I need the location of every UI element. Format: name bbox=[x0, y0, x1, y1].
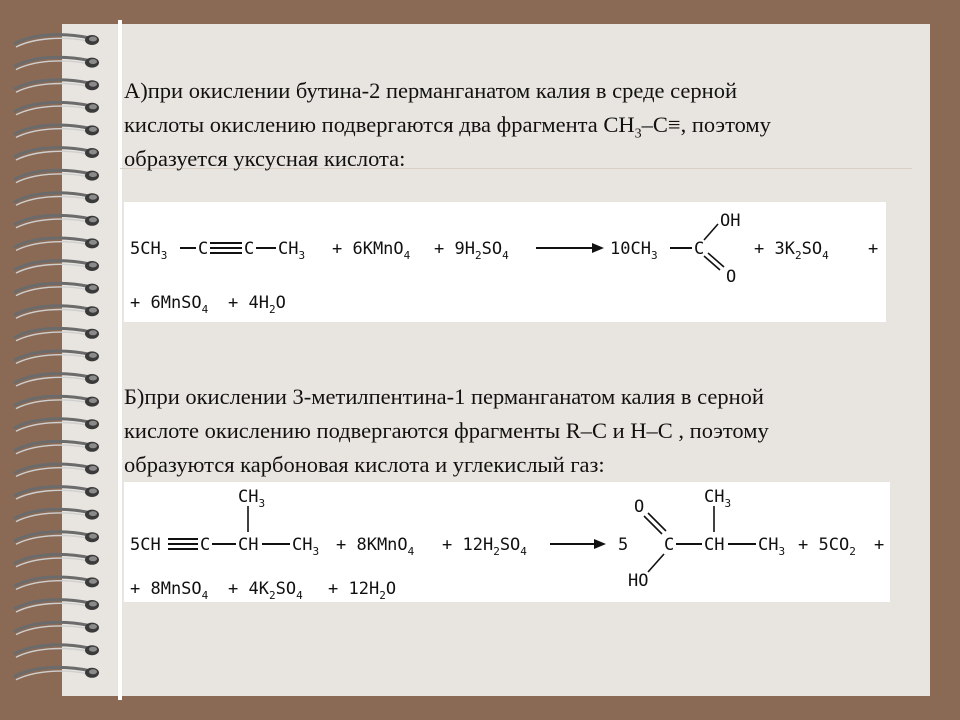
ch-group: CH bbox=[704, 535, 725, 555]
spiral-coil bbox=[14, 215, 99, 227]
spiral-coil bbox=[14, 80, 99, 92]
methyl-end: $CH_3$ bbox=[292, 535, 320, 558]
kmno4: + 6KMnO$_4$ bbox=[332, 239, 411, 262]
paragraph-a-line1: А)при окислении бутина-2 перманганатом калия в среде серной bbox=[124, 78, 737, 103]
spiral-coil bbox=[14, 374, 99, 386]
paragraph-b-line2: кислоте окислению подвергаются фрагменты R–C и H–C , поэтому bbox=[124, 418, 769, 443]
reaction-arrow bbox=[550, 539, 606, 549]
spiral-coil bbox=[14, 193, 99, 205]
co2: + $5CO_2$ bbox=[798, 535, 856, 558]
spiral-coil bbox=[14, 464, 99, 476]
spiral-coil bbox=[14, 238, 99, 250]
double-bond bbox=[704, 256, 720, 270]
mnso4: + 6MnSO$_4$ bbox=[130, 293, 209, 316]
subscript: 3 bbox=[634, 126, 642, 142]
spiral-coil bbox=[14, 645, 99, 657]
spiral-coil bbox=[14, 328, 99, 340]
spiral-coil bbox=[14, 102, 99, 114]
equation-a-svg bbox=[124, 202, 886, 322]
triple-bond bbox=[210, 243, 242, 253]
paragraph-a-line2 bbox=[124, 108, 904, 142]
spiral-coil bbox=[14, 600, 99, 612]
product-acetic-acid: $10CH_3$ bbox=[610, 239, 658, 262]
carbon: C bbox=[244, 239, 255, 259]
h2so4: + $9H_2SO_4$ bbox=[434, 239, 509, 262]
h2so4: + $12H_2SO_4$ bbox=[442, 535, 527, 558]
reactant-ch3-end: $CH_3$ bbox=[278, 239, 306, 262]
spiral-coil bbox=[14, 509, 99, 521]
spiral-coil bbox=[14, 487, 99, 499]
methyl-top: $CH_3$ bbox=[238, 487, 266, 510]
spiral-coil bbox=[14, 419, 99, 431]
spiral-coil bbox=[14, 577, 99, 589]
mnso4: + 8MnSO$_4$ bbox=[130, 579, 209, 602]
margin-line bbox=[118, 20, 122, 700]
plus-sign: + bbox=[874, 535, 885, 555]
oxygen: O bbox=[726, 267, 737, 287]
paragraph-b bbox=[124, 380, 904, 482]
bond bbox=[704, 224, 718, 240]
reactant-ch: 5CH bbox=[130, 535, 161, 555]
water: + $4H_2O$ bbox=[228, 293, 286, 316]
spiral-coil bbox=[14, 261, 99, 273]
equation-b-image bbox=[124, 482, 890, 602]
spiral-coil bbox=[14, 667, 99, 679]
spiral-coil bbox=[14, 306, 99, 318]
ch-group: CH bbox=[238, 535, 259, 555]
methyl-top: $CH_3$ bbox=[704, 487, 732, 510]
paragraph-a-line3: образуется уксусная кислота: bbox=[124, 146, 406, 171]
spiral-coil bbox=[14, 170, 99, 182]
k2so4: + $4K_2SO_4$ bbox=[228, 579, 303, 602]
equation-a-image bbox=[124, 202, 886, 322]
paragraph-b-line3: образуются карбоновая кислота и углекислый газ: bbox=[124, 452, 605, 477]
double-bond bbox=[708, 253, 724, 267]
spiral-coil bbox=[14, 148, 99, 160]
coefficient: 5 bbox=[618, 535, 629, 555]
spiral-coil bbox=[14, 283, 99, 295]
triple-bond bbox=[168, 539, 198, 549]
bond bbox=[648, 554, 664, 572]
paragraph-a bbox=[124, 74, 904, 176]
hydroxyl: HO bbox=[628, 571, 649, 591]
water: + $12H_2O$ bbox=[328, 579, 397, 602]
spiral-coil bbox=[14, 351, 99, 363]
oxygen: O bbox=[634, 497, 645, 517]
paragraph-b-line1: Б)при окислении 3-метилпентина-1 перманганатом калия в серной bbox=[124, 384, 764, 409]
carbon: C bbox=[198, 239, 209, 259]
spiral-coil bbox=[14, 554, 99, 566]
reactant-ch3: $5CH_3$ bbox=[130, 239, 168, 262]
carbon: C bbox=[664, 535, 675, 555]
carbon: C bbox=[200, 535, 211, 555]
carbon: C bbox=[694, 239, 705, 259]
plus-sign: + bbox=[868, 239, 879, 259]
spiral-coil bbox=[14, 441, 99, 453]
reaction-arrow bbox=[536, 243, 604, 253]
kmno4: + 8KMnO$_4$ bbox=[336, 535, 415, 558]
equation-b-svg bbox=[124, 482, 890, 602]
methyl-end: $CH_3$ bbox=[758, 535, 786, 558]
spiral-coil bbox=[14, 35, 99, 47]
spiral-coil bbox=[14, 57, 99, 69]
hydroxyl: OH bbox=[720, 211, 741, 231]
spiral-coil bbox=[14, 532, 99, 544]
spiral-coil bbox=[14, 125, 99, 137]
text: –С≡, поэтому bbox=[641, 112, 771, 137]
spiral-binding bbox=[12, 24, 102, 696]
k2so4: + $3K_2SO_4$ bbox=[754, 239, 829, 262]
spiral-coil bbox=[14, 622, 99, 634]
spiral-coil bbox=[14, 396, 99, 408]
text: кислоты окислению подвергаются два фрагмента CH bbox=[124, 112, 635, 137]
